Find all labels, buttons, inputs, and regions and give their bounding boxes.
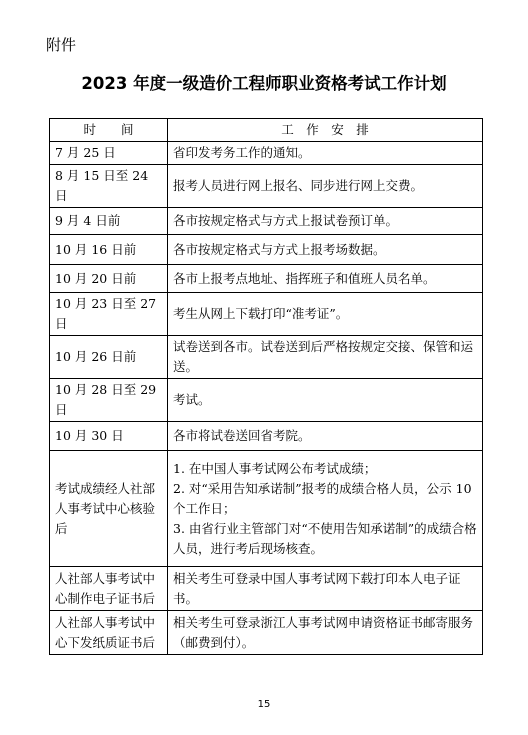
- schedule-table: [49, 118, 483, 655]
- row-time: 10 月 26 日前: [50, 336, 168, 379]
- row-time: 10 月 28 日至 29 日: [50, 379, 168, 422]
- row-time: 8 月 15 日至 24 日: [50, 165, 168, 208]
- table-row: [50, 422, 483, 451]
- row-task: 各市上报考点地址、指挥班子和值班人员名单。: [168, 265, 483, 293]
- row-time: 10 月 16 日前: [50, 235, 168, 265]
- table-row: [50, 293, 483, 336]
- attachment-label: 附件: [46, 36, 77, 54]
- document-title: 2023 年度一级造价工程师职业资格考试工作计划: [81, 74, 447, 93]
- page-number: 15: [257, 699, 271, 710]
- row-task: 考生从网上下载打印“准考证”。: [168, 293, 483, 336]
- table-row: [50, 611, 483, 655]
- table-row: [50, 142, 483, 165]
- row-task: 各市按规定格式与方式上报考场数据。: [168, 235, 483, 265]
- row-time: 人社部人事考试中心制作电子证书后: [50, 567, 168, 611]
- row-task: [168, 451, 483, 567]
- table-header-row: [50, 119, 483, 142]
- row-time: 10 月 20 日前: [50, 265, 168, 293]
- task-item: 2. 对“采用告知承诺制”报考的成绩合格人员，公示 10 个工作日；: [173, 480, 472, 516]
- table-row: [50, 265, 483, 293]
- row-task: 各市按规定格式与方式上报试卷预订单。: [168, 208, 483, 235]
- row-time: 考试成绩经人社部人事考试中心核验后: [50, 451, 168, 567]
- row-task: 相关考生可登录浙江人事考试网申请资格证书邮寄服务（邮费到付）。: [168, 611, 483, 655]
- table-row: [50, 165, 483, 208]
- table-row: [50, 567, 483, 611]
- row-time: 10 月 23 日至 27 日: [50, 293, 168, 336]
- table-row: [50, 336, 483, 379]
- table-row: [50, 208, 483, 235]
- row-task: 相关考生可登录中国人事考试网下载打印本人电子证书。: [168, 567, 483, 611]
- row-task: 各市将试卷送回省考院。: [168, 422, 483, 451]
- row-task: 考试。: [168, 379, 483, 422]
- task-item: 3. 由省行业主管部门对“不使用告知承诺制”的成绩合格人员，进行考后现场核查。: [173, 520, 477, 556]
- row-time: 7 月 25 日: [50, 142, 168, 165]
- row-time: 9 月 4 日前: [50, 208, 168, 235]
- row-time: 10 月 30 日: [50, 422, 168, 451]
- table-row: [50, 451, 483, 567]
- table-row: [50, 235, 483, 265]
- header-task: 工 作 安 排: [168, 119, 483, 142]
- row-task: 省印发考务工作的通知。: [168, 142, 483, 165]
- task-item: 1. 在中国人事考试网公布考试成绩；: [173, 460, 377, 476]
- header-time: 时 间: [50, 119, 168, 142]
- row-task: 报考人员进行网上报名、同步进行网上交费。: [168, 165, 483, 208]
- row-task: 试卷送到各市。试卷送到后严格按规定交接、保管和运送。: [168, 336, 483, 379]
- table-row: [50, 379, 483, 422]
- row-time: 人社部人事考试中心下发纸质证书后: [50, 611, 168, 655]
